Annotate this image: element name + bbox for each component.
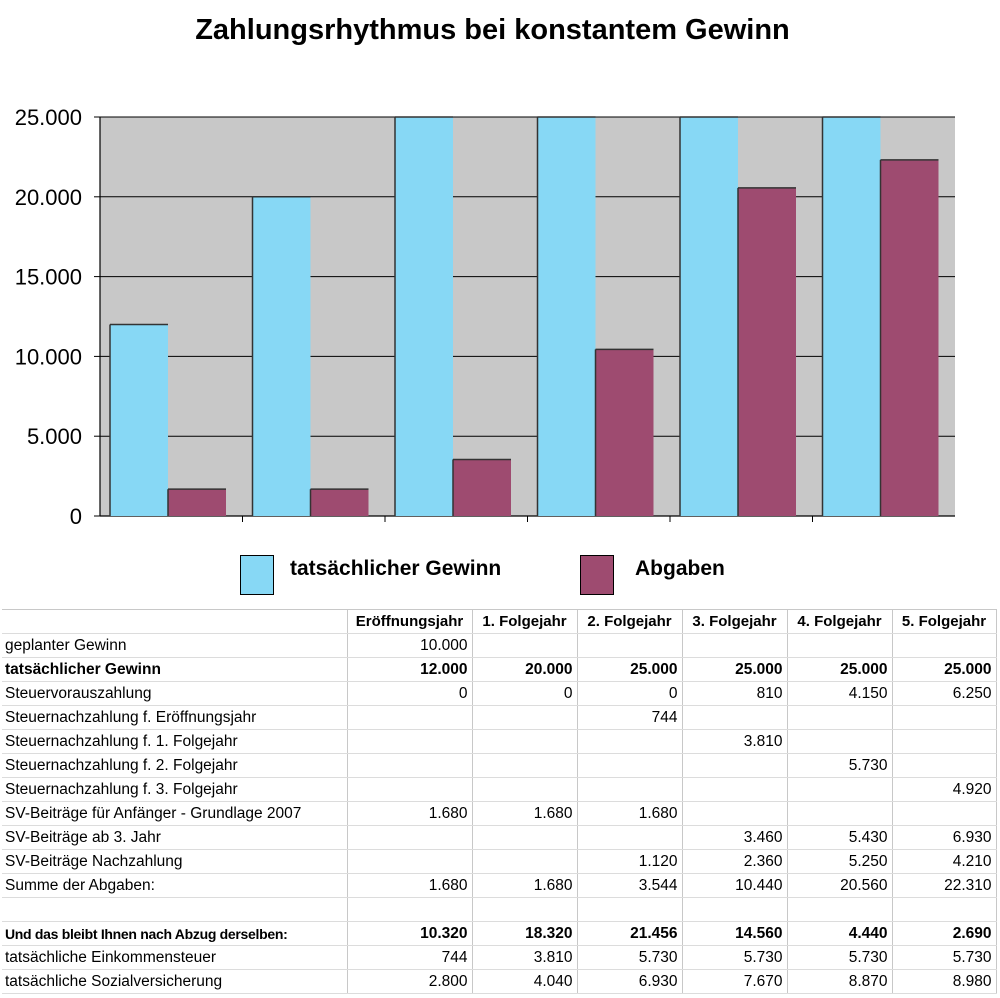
table-cell: 1.680	[472, 874, 577, 898]
bar-abgaben	[453, 459, 511, 516]
table-header-cell: 5. Folgejahr	[892, 610, 996, 634]
table-row	[2, 682, 996, 706]
data-table	[2, 609, 997, 994]
table-cell	[892, 634, 996, 658]
table-cell: 0	[577, 682, 682, 706]
table-cell	[787, 634, 892, 658]
table-row	[2, 634, 996, 658]
table-header-cell: 3. Folgejahr	[682, 610, 787, 634]
table-row	[2, 802, 996, 826]
bar-abgaben	[596, 349, 654, 516]
table-cell: 4.210	[892, 850, 996, 874]
table-cell: 1.680	[472, 802, 577, 826]
table-cell	[472, 850, 577, 874]
row-label: SV-Beiträge Nachzahlung	[2, 850, 347, 874]
table-row	[2, 946, 996, 970]
row-label: Steuernachzahlung f. 1. Folgejahr	[2, 730, 347, 754]
y-tick-label: 0	[69, 504, 82, 529]
bar-gewinn	[253, 197, 311, 516]
chart-title: Zahlungsrhythmus bei konstantem Gewinn	[195, 14, 790, 46]
table-cell	[787, 706, 892, 730]
table-cell: 1.680	[577, 802, 682, 826]
y-tick-label: 20.000	[14, 184, 82, 210]
table-cell: 810	[682, 682, 787, 706]
table-header-cell: 4. Folgejahr	[787, 610, 892, 634]
table-row	[2, 730, 996, 754]
table-cell: 8.870	[787, 970, 892, 994]
table-cell: 6.930	[892, 826, 996, 850]
table-cell: 6.250	[892, 682, 996, 706]
table-cell: 2.800	[347, 970, 472, 994]
table-cell	[347, 850, 472, 874]
table-cell: 10.320	[347, 922, 472, 946]
table-cell: 1.680	[347, 874, 472, 898]
table-header-cell: 1. Folgejahr	[472, 610, 577, 634]
table-cell	[347, 706, 472, 730]
bar-abgaben	[881, 160, 939, 516]
table-cell	[682, 802, 787, 826]
table-cell	[682, 634, 787, 658]
table-row	[2, 658, 996, 682]
table-cell: 0	[347, 682, 472, 706]
row-label: SV-Beiträge für Anfänger - Grundlage 2007	[2, 802, 347, 826]
table-cell: 20.000	[472, 658, 577, 682]
bar-gewinn	[395, 117, 453, 516]
table-row	[2, 922, 996, 946]
row-label: Steuernachzahlung f. 2. Folgejahr	[2, 754, 347, 778]
table-cell: 4.150	[787, 682, 892, 706]
table-cell: 5.430	[787, 826, 892, 850]
bar-abgaben	[311, 489, 369, 516]
y-tick-label: 25.000	[14, 105, 82, 130]
row-label: tatsächlicher Gewinn	[2, 658, 347, 682]
bar-abgaben	[738, 188, 796, 516]
table-cell: 14.560	[682, 922, 787, 946]
table-cell: 6.930	[577, 970, 682, 994]
table-cell	[682, 778, 787, 802]
table-header-cell: 2. Folgejahr	[577, 610, 682, 634]
table-row	[2, 898, 996, 922]
table-cell: 1.120	[577, 850, 682, 874]
table-header-cell: Eröffnungsjahr	[347, 610, 472, 634]
table-cell: 10.000	[347, 634, 472, 658]
table-cell: 22.310	[892, 874, 996, 898]
table-cell	[577, 826, 682, 850]
bar-gewinn	[110, 324, 168, 516]
table-cell	[892, 898, 996, 922]
table-cell: 20.560	[787, 874, 892, 898]
table-cell	[892, 802, 996, 826]
table-cell	[347, 898, 472, 922]
table-cell: 3.810	[472, 946, 577, 970]
table-cell: 21.456	[577, 922, 682, 946]
table-cell	[682, 754, 787, 778]
table-cell: 2.360	[682, 850, 787, 874]
table-cell: 12.000	[347, 658, 472, 682]
table-cell: 25.000	[787, 658, 892, 682]
table-cell	[577, 730, 682, 754]
legend-label-abgaben: Abgaben	[635, 557, 725, 580]
y-tick-label: 5.000	[26, 424, 82, 450]
table-row	[2, 778, 996, 802]
table-row	[2, 850, 996, 874]
row-label: Steuervorauszahlung	[2, 682, 347, 706]
table-row	[2, 754, 996, 778]
table-cell: 744	[347, 946, 472, 970]
table-cell	[472, 706, 577, 730]
table-cell: 25.000	[892, 658, 996, 682]
table-cell	[787, 898, 892, 922]
table-cell	[577, 778, 682, 802]
table-cell: 5.730	[892, 946, 996, 970]
table-cell: 10.440	[682, 874, 787, 898]
bar-abgaben	[168, 489, 226, 516]
table-cell	[347, 730, 472, 754]
table-cell: 3.810	[682, 730, 787, 754]
row-label: Steuernachzahlung f. 3. Folgejahr	[2, 778, 347, 802]
table-cell	[892, 706, 996, 730]
table-cell: 5.730	[787, 946, 892, 970]
table-cell	[892, 730, 996, 754]
table-row	[2, 874, 996, 898]
row-label: geplanter Gewinn	[2, 634, 347, 658]
table-cell: 4.440	[787, 922, 892, 946]
table-cell: 4.040	[472, 970, 577, 994]
table-header-cell	[2, 610, 347, 634]
table-row	[2, 706, 996, 730]
bar-gewinn	[538, 117, 596, 516]
y-tick-label: 15.000	[14, 264, 82, 290]
table-cell	[892, 754, 996, 778]
table-cell	[787, 802, 892, 826]
y-tick-label: 10.000	[14, 344, 82, 370]
table-row	[2, 970, 996, 994]
table-cell	[577, 898, 682, 922]
table-cell	[682, 706, 787, 730]
table-cell: 8.980	[892, 970, 996, 994]
table-cell: 0	[472, 682, 577, 706]
legend-swatch-abgaben	[580, 555, 614, 595]
table-cell	[577, 634, 682, 658]
table-cell: 744	[577, 706, 682, 730]
row-label	[2, 898, 347, 922]
table-header-row	[2, 610, 996, 634]
table-cell	[787, 730, 892, 754]
table-cell: 25.000	[577, 658, 682, 682]
table-cell: 18.320	[472, 922, 577, 946]
table-cell: 25.000	[682, 658, 787, 682]
row-label: Und das bleibt Ihnen nach Abzug derselben:	[2, 922, 347, 946]
table-cell: 5.730	[577, 946, 682, 970]
table-cell: 5.730	[682, 946, 787, 970]
table-cell	[472, 634, 577, 658]
table-cell: 3.460	[682, 826, 787, 850]
bar-gewinn	[823, 117, 881, 516]
table-cell	[682, 898, 787, 922]
legend-label-gewinn: tatsächlicher Gewinn	[290, 557, 502, 580]
row-label: Steuernachzahlung f. Eröffnungsjahr	[2, 706, 347, 730]
row-label: Summe der Abgaben:	[2, 874, 347, 898]
table-row	[2, 826, 996, 850]
table-cell: 5.730	[787, 754, 892, 778]
table-cell: 7.670	[682, 970, 787, 994]
table-cell	[347, 754, 472, 778]
bar-gewinn	[680, 117, 738, 516]
table-cell	[472, 730, 577, 754]
legend-swatch-gewinn	[240, 555, 274, 595]
table-cell	[472, 778, 577, 802]
table-cell: 5.250	[787, 850, 892, 874]
row-label: SV-Beiträge ab 3. Jahr	[2, 826, 347, 850]
table-cell	[347, 778, 472, 802]
table-cell	[577, 754, 682, 778]
table-cell: 2.690	[892, 922, 996, 946]
chart-legend	[0, 555, 1000, 599]
row-label: tatsächliche Sozialversicherung	[2, 970, 347, 994]
table-cell	[472, 754, 577, 778]
table-cell	[787, 778, 892, 802]
table-cell	[472, 898, 577, 922]
table-cell	[347, 826, 472, 850]
table-cell: 4.920	[892, 778, 996, 802]
row-label: tatsächliche Einkommensteuer	[2, 946, 347, 970]
table-cell: 3.544	[577, 874, 682, 898]
table-cell: 1.680	[347, 802, 472, 826]
table-cell	[472, 826, 577, 850]
